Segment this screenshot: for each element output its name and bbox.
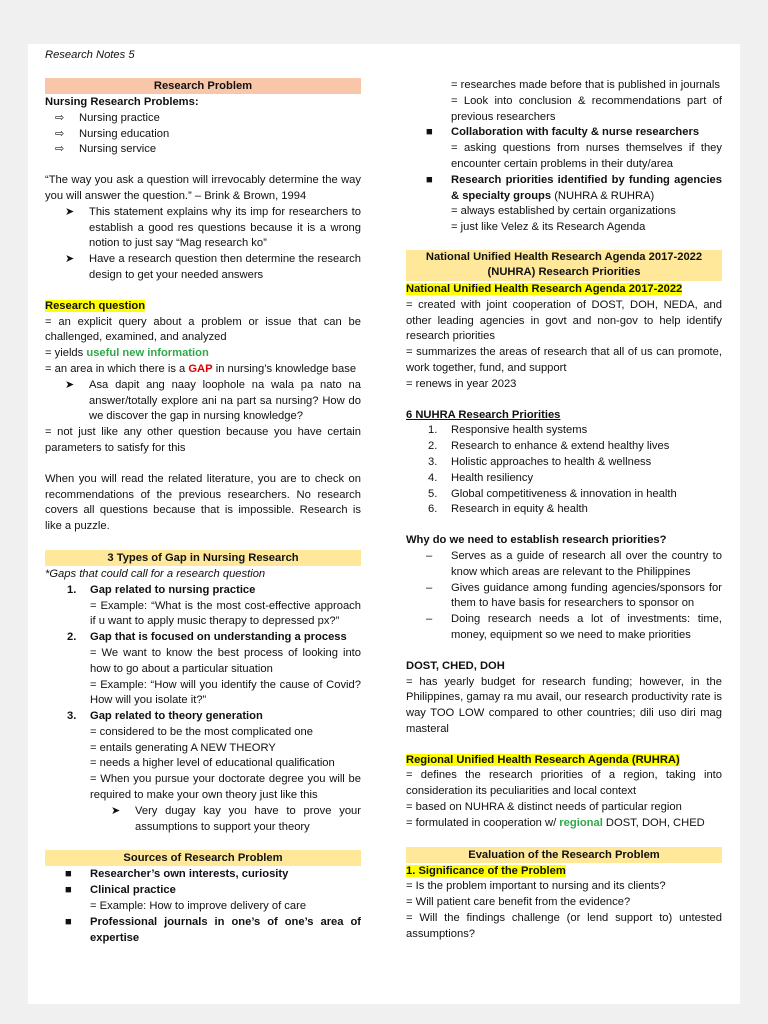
quote-paragraph: “The way you ask a question will irrevocably determine the way you will answer the question.” – Brink & Brown, 1994 — [45, 174, 361, 202]
arrowhead-bullet-icon: ➤ — [111, 804, 121, 817]
significance-title: 1. Significance of the Problem — [406, 864, 566, 877]
square-bullet-icon: ■ — [65, 884, 72, 897]
list-item: ■ Research priorities identified by funding agencies & specialty groups (NUHRA & RUHRA) — [406, 173, 722, 205]
research-problem-header: Research Problem — [45, 78, 361, 94]
gap-detail: = entails generating A NEW THEORY — [90, 741, 276, 754]
arrowhead-bullet-icon: ➤ — [65, 378, 75, 391]
evaluation-line: = Is the problem important to nursing and its clients? — [406, 880, 666, 893]
list-item: ➤ This statement explains why its imp for researchers to establish a good res questions because it is a wrong notion to just say “Mag research ko” — [45, 205, 361, 252]
ruhra-line: = formulated in cooperation w/ regional DOST, DOH, CHED — [406, 816, 705, 829]
arrow-icon: ⇨ — [55, 111, 65, 124]
list-item: ➤ Asa dapit ang naay loophole na wala pa nato na answer/totally explore ani na part sa nursing? How do we discover the gap in nursing knowledge? — [45, 378, 361, 425]
list-item: ➤ Very dugay kay you have to prove your assumptions to support your theory — [45, 804, 361, 836]
list-item: 3. Holistic approaches to health & wellness — [428, 455, 652, 468]
square-bullet-icon: ■ — [426, 173, 433, 186]
literature-paragraph: When you will read the related literature, you are to check on recommendations of the previous researchers. No research covers all questions because that is impossible. Research is like a puzzle. — [45, 472, 361, 533]
ruhra-line: = based on NUHRA & distinct needs of particular region — [406, 801, 682, 814]
evaluation-header: Evaluation of the Research Problem — [406, 847, 722, 863]
list-item: ■ Collaboration with faculty & nurse researchers — [406, 125, 722, 141]
nuhra-title: National Unified Health Research Agenda 2017-2022 — [406, 282, 683, 295]
arrowhead-bullet-icon: ➤ — [65, 205, 75, 218]
list-item: 2. Research to enhance & extend healthy lives — [428, 440, 670, 453]
source-detail: = always established by certain organizations — [451, 205, 676, 218]
gap-types-subtitle: *Gaps that could call for a research question — [45, 567, 266, 580]
list-item: 1. Responsive health systems — [428, 424, 588, 437]
document-title: Research Notes 5 — [45, 49, 135, 61]
dash-bullet-icon: – — [426, 581, 433, 594]
source-example: = Example: How to improve delivery of care — [90, 900, 307, 913]
gap-detail: = considered to be the most complicated one — [90, 725, 313, 738]
list-item: 5. Global competitiveness & innovation in health — [428, 487, 677, 500]
definition-line: = not just like any other question because you have certain parameters to satisfy for this — [45, 426, 361, 454]
nursing-research-problems-title: Nursing Research Problems: — [45, 96, 199, 108]
list-item: 4. Health resiliency — [428, 471, 534, 484]
gap-detail: = Example: “How will you identify the cause of Covid? How will you isolate it?” — [90, 678, 361, 707]
nuhra-line: = renews in year 2023 — [406, 377, 517, 390]
priorities-title: 6 NUHRA Research Priorities — [406, 408, 561, 421]
list-item: ⇨ Nursing practice — [45, 111, 361, 127]
list-item: 2. Gap that is focused on understanding a process — [67, 631, 347, 644]
dash-bullet-icon: – — [426, 613, 433, 626]
gap-detail: = needs a higher level of educational qualification — [90, 757, 335, 770]
right-column — [406, 78, 722, 943]
definition-line: = an explicit query about a problem or issue that can be challenged, examined, and analyzed — [45, 315, 361, 344]
arrow-icon: ⇨ — [55, 143, 65, 156]
nuhra-line: = created with joint cooperation of DOST, DOH, NEDA, and other leading agencies in govt and non-gov to help identify research priorities — [406, 298, 722, 343]
list-item: 3. Gap related to theory generation — [67, 710, 263, 723]
gap-detail: = Example: “What is the most cost-effective approach if u want to apply music therapy to depressed px?” — [90, 599, 361, 628]
ruhra-title: Regional Unified Health Research Agenda (RUHRA) — [406, 753, 680, 766]
gap-types-header: 3 Types of Gap in Nursing Research — [45, 550, 361, 566]
list-item: – Doing research needs a lot of investments: time, money, equipment so we need to make priorities — [406, 612, 722, 644]
square-bullet-icon: ■ — [65, 868, 72, 881]
source-detail: = just like Velez & its Research Agenda — [451, 221, 646, 234]
nuhra-header: National Unified Health Research Agenda 2017-2022 (NUHRA) Research Priorities — [406, 250, 722, 281]
dost-line: = has yearly budget for research funding; however, in the Philippines, gamay ra mu avail, our research productivity rate is way TOO LOW compared to other countries; dili uso diri mag masteral — [406, 675, 722, 735]
list-item: ⇨ Nursing service — [45, 142, 361, 158]
list-item: 6. Research in equity & health — [428, 503, 588, 516]
why-title: Why do we need to establish research priorities? — [406, 534, 667, 547]
research-question-title: Research question — [45, 299, 146, 312]
list-item: – Gives guidance among funding agencies/sponsors for them to have basis for researchers to sponsor on — [406, 581, 722, 613]
square-bullet-icon: ■ — [426, 126, 433, 139]
source-detail: = researches made before that is published in journals — [451, 79, 720, 91]
list-item: ■ Professional journals in one’s of one’s area of expertise — [45, 915, 361, 947]
source-detail: = asking questions from nurses themselves if they encounter certain problems in their duty/area — [451, 142, 722, 170]
square-bullet-icon: ■ — [65, 915, 72, 928]
definition-line: = an area in which there is a GAP in nursing’s knowledge base — [45, 362, 357, 375]
arrow-icon: ⇨ — [55, 127, 65, 140]
source-detail: = Look into conclusion & recommendations part of previous researchers — [451, 94, 722, 123]
list-item: 1. Gap related to nursing practice — [67, 583, 256, 596]
sources-header: Sources of Research Problem — [45, 850, 361, 866]
gap-detail: = We want to know the best process of looking into how to go about a particular situation — [90, 646, 361, 675]
list-item: ■ Clinical practice — [45, 883, 361, 899]
left-column — [45, 78, 361, 946]
gap-detail: = When you pursue your doctorate degree you will be required to make your own theory just like this — [90, 773, 361, 802]
evaluation-line: = Will the findings challenge (or lend support to) untested assumptions? — [406, 912, 722, 940]
list-item: – Serves as a guide of research all over the country to know which areas are relevant to the Philippines — [406, 549, 722, 581]
definition-line: = yields useful new information — [45, 347, 209, 360]
arrowhead-bullet-icon: ➤ — [65, 253, 75, 266]
list-item: ■ Researcher’s own interests, curiosity — [45, 867, 361, 883]
ruhra-line: = defines the research priorities of a region, taking into consideration its peculiarities and local context — [406, 769, 722, 798]
evaluation-line: = Will patient care benefit from the evidence? — [406, 896, 631, 909]
list-item: ➤ Have a research question then determine the research design to get your needed answers — [45, 252, 361, 284]
nuhra-line: = summarizes the areas of research that all of us can promote, work together, fund, and support — [406, 346, 722, 374]
dost-title: DOST, CHED, DOH — [406, 659, 505, 672]
list-item: ⇨ Nursing education — [45, 127, 361, 143]
dash-bullet-icon: – — [426, 549, 433, 562]
